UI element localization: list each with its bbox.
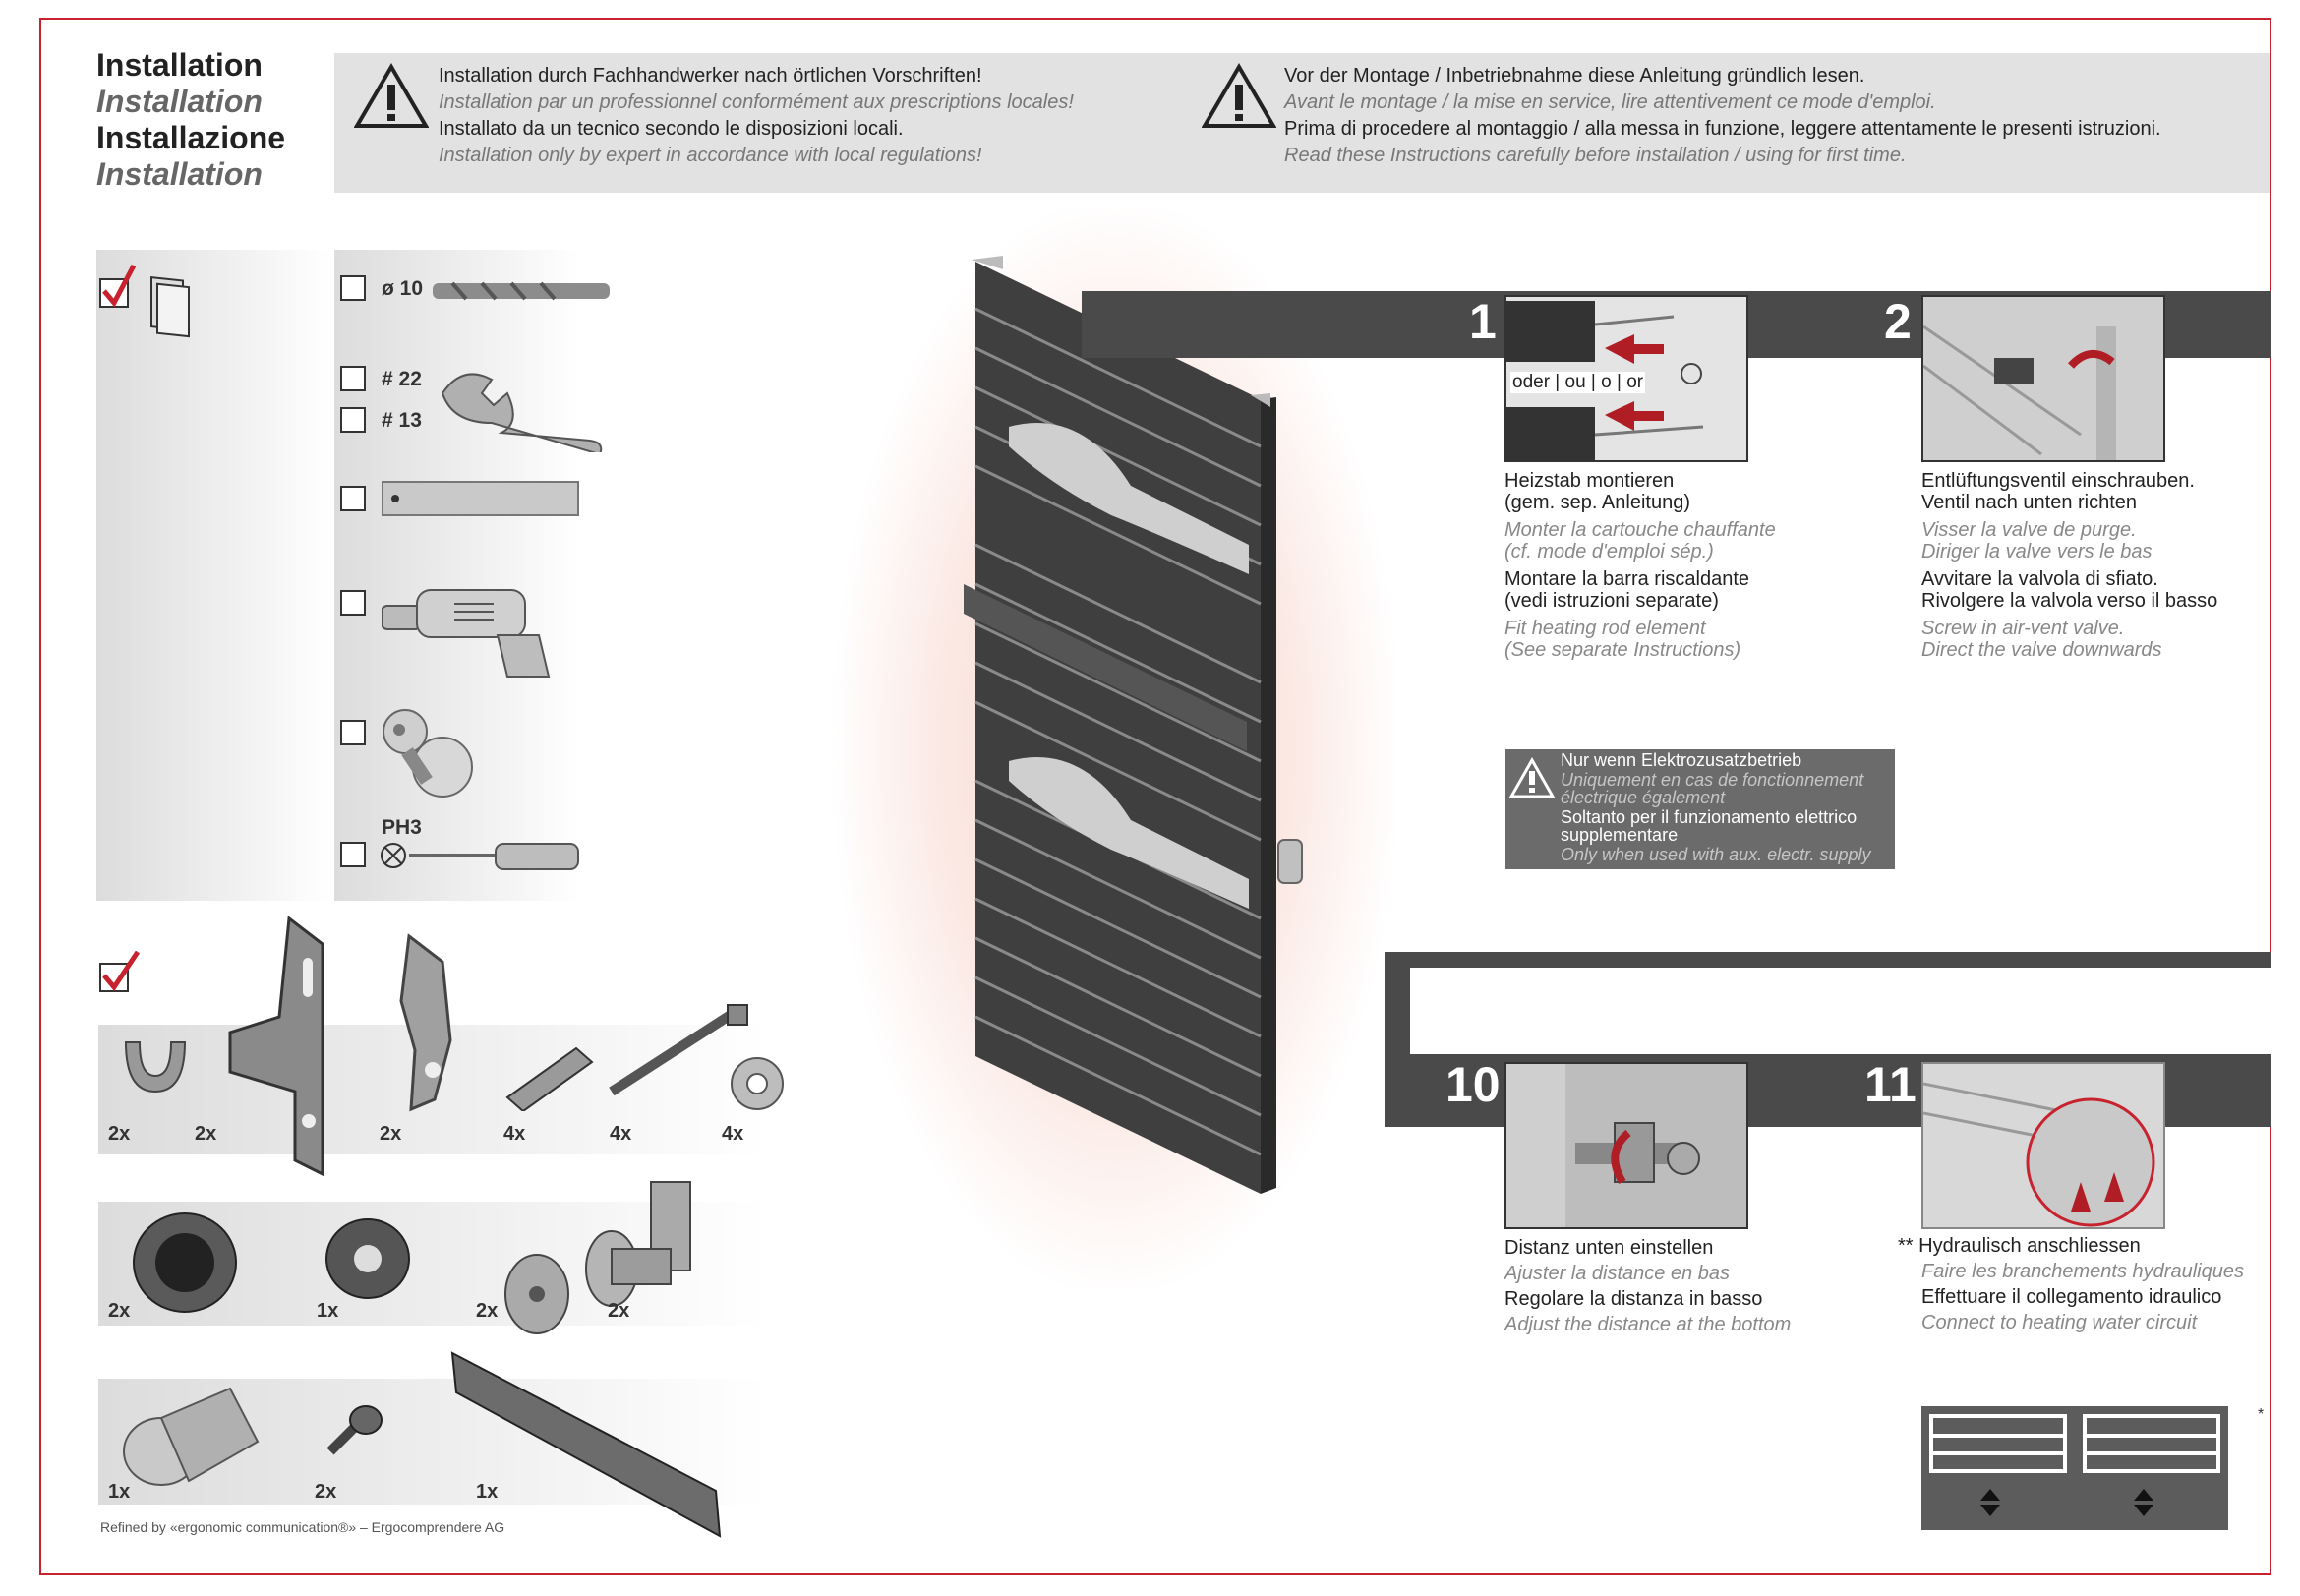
step-2-it-2: Rivolgere la valvola verso il basso [1921, 590, 2218, 612]
step-2-en-1: Screw in air-vent valve. [1921, 618, 2125, 639]
electric-only-note [1505, 749, 1895, 869]
qty-wall-bracket: 2x [195, 1123, 217, 1145]
holder-icon [395, 932, 464, 1119]
bolt-icon [321, 1402, 389, 1461]
electric-note-en: Only when used with aux. electr. supply [1561, 845, 1871, 864]
qty-distance-holder: 2x [608, 1300, 630, 1322]
step-11-description [1898, 1235, 2244, 1333]
electric-note-de: Nur wenn Elektrozusatzbetrieb [1561, 750, 1802, 770]
step-10-it: Regolare la distanza in basso [1504, 1288, 1763, 1310]
warning-right-fr: Avant le montage / la mise en service, lire attentivement ce mode d'emploi. [1284, 91, 1936, 113]
step-11-image [1921, 1062, 2165, 1229]
wrench-22-label: # 22 [382, 368, 422, 390]
parts-check-icon [94, 950, 149, 1003]
clip-icon [116, 1033, 195, 1095]
step-10-number: 10 [1445, 1057, 1501, 1112]
title-en: Installation [96, 156, 263, 192]
warning-icon-left [354, 63, 429, 130]
electric-note-fr-2: électrique également [1561, 788, 1726, 807]
towel-radiator-illustration [964, 250, 1337, 1223]
drill-bit-icon [433, 277, 612, 305]
power-drill-icon [382, 570, 559, 680]
distance-holder-icon [582, 1174, 710, 1322]
warning-right-it: Prima di procedere al montaggio / alla messa in funzione, leggere attentamente le presenti istruzioni. [1284, 118, 2161, 140]
step-1-fr-2: (cf. mode d'emploi sép.) [1504, 541, 1714, 562]
wrench-13-checkbox[interactable] [340, 407, 366, 433]
step-11-de: Hydraulisch anschliessen [1918, 1235, 2141, 1257]
step-2-fr-1: Visser la valve de purge. [1921, 519, 2137, 541]
qty-thermostat-knob: 1x [108, 1481, 131, 1503]
documents-icon [94, 262, 212, 360]
qty-adapter: 2x [108, 1300, 131, 1322]
step-1-de-2: (gem. sep. Anleitung) [1504, 492, 1690, 513]
step-11-marker: ** [1898, 1235, 1914, 1257]
step-1-description [1504, 470, 1776, 661]
title-de: Installation [96, 47, 263, 83]
step-1-de-1: Heizstab montieren [1504, 470, 1675, 492]
qty-cover-strip: 1x [476, 1481, 499, 1503]
step-1-en-2: (See separate Instructions) [1504, 639, 1741, 661]
qty-cap: 2x [476, 1300, 499, 1322]
hydraulic-connection-diagram [1923, 1064, 2165, 1229]
warning-left-de: Installation durch Fachhandwerker nach örtlichen Vorschriften! [439, 65, 982, 87]
warning-right-de: Vor der Montage / Inbetriebnahme diese Anleitung gründlich lesen. [1284, 65, 1865, 87]
wrench-icon [433, 364, 610, 452]
step-1-en-1: Fit heating rod element [1504, 618, 1706, 639]
wall-bracket-icon [220, 915, 358, 1184]
step-10-fr: Ajuster la distance en bas [1504, 1263, 1731, 1284]
valve-icon [321, 1215, 415, 1304]
title-fr: Installation [96, 84, 263, 119]
step-2-image [1921, 295, 2165, 462]
step-10-description [1504, 1237, 1791, 1335]
warning-left-en: Installation only by expert in accordance with local regulations! [439, 145, 982, 166]
step-1-number: 1 [1469, 294, 1497, 349]
step-11-fr: Faire les branchements hydrauliques [1921, 1261, 2244, 1282]
step-1-it-2: (vedi istruzioni separate) [1504, 590, 1719, 612]
step-1-it-1: Montare la barra riscaldante [1504, 568, 1750, 590]
step-1-or-label: oder | ou | o | or [1512, 372, 1644, 392]
step-11-en: Connect to heating water circuit [1921, 1312, 2198, 1333]
spirit-level-icon [382, 480, 584, 519]
step-1-image [1504, 295, 1748, 462]
connection-variants [1921, 1406, 2228, 1530]
warning-icon-right [1202, 63, 1276, 130]
screwdriver-checkbox[interactable] [340, 842, 366, 867]
cover-strip-icon [448, 1349, 724, 1544]
credit-line: Refined by «ergonomic communication®» – Ergocomprendere AG [100, 1519, 505, 1535]
step-10-en: Adjust the distance at the bottom [1504, 1314, 1792, 1335]
drill-bit-checkbox[interactable] [340, 275, 366, 301]
screwdriver-icon [380, 838, 586, 877]
electric-note-it-2: supplementare [1561, 825, 1679, 845]
qty-clip: 2x [108, 1123, 131, 1145]
step-2-de-2: Ventil nach unten richten [1921, 492, 2138, 513]
step-11-footnote: * [2258, 1406, 2265, 1423]
step-2-de-1: Entlüftungsventil einschrauben. [1921, 470, 2195, 492]
drill-bit-label: ø 10 [382, 277, 424, 300]
cap-icon [500, 1251, 574, 1339]
page-title [96, 47, 285, 193]
thermostat-knob-icon [120, 1373, 267, 1493]
qty-bolt: 2x [315, 1481, 337, 1503]
step-2-fr-2: Diriger la valve vers le bas [1921, 541, 2153, 562]
step-10-image [1504, 1062, 1748, 1229]
warning-right-text [1284, 63, 2161, 169]
step-11-number: 11 [1864, 1057, 1917, 1112]
step-1-fr-1: Monter la cartouche chauffante [1504, 519, 1776, 541]
washer-icon [726, 1052, 789, 1115]
dowel-icon [501, 1038, 596, 1111]
warning-left-fr: Installation par un professionnel conformément aux prescriptions locales! [439, 91, 1074, 113]
electric-note-fr-1: Uniquement en cas de fonctionnement [1561, 770, 1864, 790]
electric-warning-icon [1509, 757, 1555, 800]
wrench-13-label: # 13 [382, 409, 422, 432]
adapter-icon [128, 1208, 242, 1318]
qty-washer: 4x [722, 1123, 744, 1145]
title-it: Installazione [96, 120, 286, 155]
step-2-number: 2 [1884, 294, 1912, 349]
connection-variants-diagram [1921, 1406, 2228, 1530]
warning-left-it: Installato da un tecnico secondo le disposizioni locali. [439, 118, 904, 140]
warning-right-en: Read these Instructions carefully before installation / using for first time. [1284, 145, 1907, 166]
electric-note-it-1: Soltanto per il funzionamento elettrico [1561, 807, 1858, 827]
step-2-description [1921, 470, 2217, 661]
air-vent-diagram [1923, 297, 2165, 462]
step-11-it: Effettuare il collegamento idraulico [1921, 1286, 2222, 1308]
hole-saw-icon [378, 706, 486, 804]
wrench-22-checkbox[interactable] [340, 366, 366, 391]
hole-saw-checkbox[interactable] [340, 720, 366, 745]
step-2-en-2: Direct the valve downwards [1921, 639, 2162, 661]
spirit-level-checkbox[interactable] [340, 486, 366, 511]
drill-checkbox[interactable] [340, 590, 366, 616]
qty-screw: 4x [610, 1123, 632, 1145]
qty-valve: 1x [317, 1300, 339, 1322]
qty-holder: 2x [380, 1123, 402, 1145]
step-2-it-1: Avvitare la valvola di sfiato. [1921, 568, 2158, 590]
warning-left-text [439, 63, 1074, 169]
qty-dowel: 4x [503, 1123, 526, 1145]
steps-bar-bottom-gap [1410, 968, 2271, 1054]
step-10-de: Distanz unten einstellen [1504, 1237, 1714, 1259]
screwdriver-label: PH3 [382, 816, 422, 839]
distance-adjust-diagram [1506, 1064, 1748, 1229]
